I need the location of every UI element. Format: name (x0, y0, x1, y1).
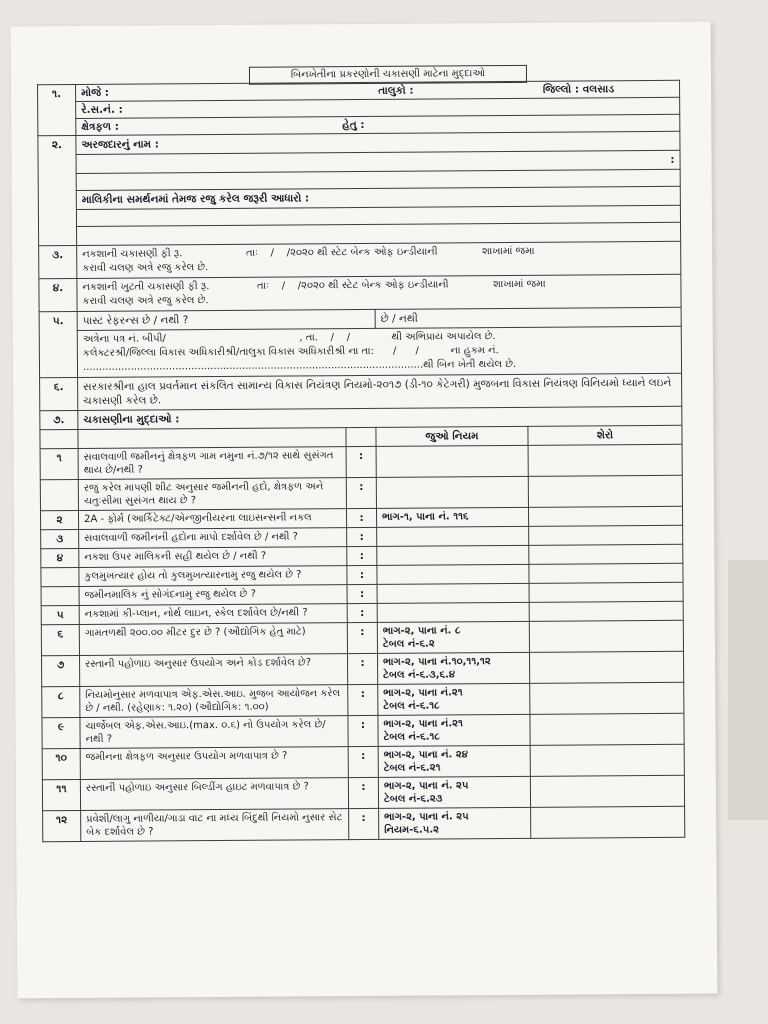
section4-line2: કરાવી ચલણ અત્રે રજુ કરેલ છે. (82, 295, 209, 307)
row-remark[interactable] (530, 775, 684, 807)
row-number: ૧૨ (43, 810, 81, 841)
section3-line1: નકશાની ચકાસણી ફી રૂ. તાઃ / /૨૦૨૦ થી સ્ટેટ બેન્ક ઓફ ઇન્ડીયાની શાખામાં જમા (82, 245, 535, 260)
jillo-label: જિલ્લો : વલસાડ (542, 83, 615, 96)
row-number: ૯ (42, 717, 80, 748)
section5-line2: અત્રેના પત્ર નં. બીપી/ , તા. / / થી અભિપ્રાય અપાયેલ છે. (82, 331, 496, 345)
hetu-label: હેતુ : (342, 118, 365, 132)
col-remark-header: શેરો (528, 425, 682, 445)
row-question: પ્રવેશી/લાગુ નાળીયા/ગાડા વાટ ના મધ્ય બિંદુથી નિયમો નુસાર સેટ બેક દર્શાવેલ છે ? (81, 809, 349, 842)
row-remark[interactable] (528, 444, 682, 476)
row-question: જમીનના ક્ષેત્રફળ અનુસાર ઉપયોગ મળવાપાત્ર છે ? (80, 747, 348, 780)
row-remark[interactable] (530, 713, 684, 745)
row-colon: : (347, 565, 377, 584)
past-ref-answer: છે / નથી (375, 307, 681, 328)
paper-sheet (11, 22, 718, 999)
section1-num: ૧. (38, 85, 76, 136)
past-ref-question: પાસ્ટ રેફરન્સ છે / નથી ? (77, 309, 375, 330)
row-colon: : (346, 477, 376, 508)
section4-num: ૪. (39, 278, 77, 311)
row-colon: : (347, 603, 377, 622)
row-question: રજુ કરેલ માપણી શીટ અનુસાર જમીનની હદો, ક્ષેત્રફળ અને ચતુઃસીમા સુસંગત થાય છે ? (78, 478, 346, 511)
row-remark[interactable] (529, 601, 683, 621)
row-colon: : (348, 715, 378, 746)
row-number (40, 479, 78, 510)
row-number: ૧ (40, 448, 78, 479)
row-question: ગામતળથી ૨૦૦.૦૦ મીટર દુર છે ? (ઔદ્યોગિક હેતુ માટે) (79, 623, 347, 656)
section2-num: ૨. (38, 136, 77, 246)
checklist-row (42, 651, 684, 686)
row-number: ૧૦ (42, 748, 80, 779)
row-remark[interactable] (528, 506, 682, 526)
section5-line4: ...........................................................................................................થી બિન ખેતી થયેલ છે. (82, 358, 517, 373)
section5-num: ૫. (39, 311, 77, 377)
row-number (41, 567, 79, 586)
checklist-row (42, 713, 684, 748)
checklist-row (42, 744, 684, 779)
row-question: 2A - ફોર્મ (આર્કિટેક્ટ/એન્જીનીયરના લાઇસન્સની નકલ (78, 509, 346, 530)
section5-line3: કલેક્ટરશ્રી/જિલ્લા વિકાસ અધિકારીશ્રી/તાલુકા વિકાસ અધિકારીશ્રી ના તા: / / ના હુકમ નં. (82, 345, 499, 359)
section3-line2: કરાવી ચલણ અત્રે રજુ કરેલ છે. (82, 262, 209, 274)
row-question: ચાર્જેબલ એફ.એસ.આઇ.(max. ૦.૬) નો ઉપયોગ કરેલ છે/નથી ? (80, 716, 348, 749)
form-table (37, 80, 685, 842)
checklist-row (40, 475, 682, 510)
row-number: ૬ (41, 624, 79, 655)
row-colon: : (349, 808, 379, 839)
form-sheet (37, 68, 679, 838)
row-question: સવાલવાળી જમીનનું ક્ષેત્રફળ ગામ નમુના નં.૭/૧૨ સાથે સુસંગત થાય છે/નથી ? (78, 447, 346, 480)
row-colon: : (348, 777, 378, 808)
section6-num: ૬. (40, 377, 78, 410)
row-colon: : (348, 746, 378, 777)
row-question: રસ્તાની પહોળાઇ અનુસાર ઉપયોગ અને કોડ દર્શાવેલ છે? (80, 654, 348, 687)
section3-num: ૩. (39, 245, 77, 278)
row-question: નિયમોનુસાર મળવાપાત્ર એફ.એસ.આઇ. મુજબ આયોજન કરેલ છે / નથી. (રહેણાક: ૧.૨૦) (ઔદ્યોગિક: ૧.૦૦) (80, 685, 348, 718)
row-rule-ref: ભાગ-૨, પાના નં.૨૧ ટેબલ નં-૬.૧૮ (378, 683, 530, 715)
checklist-rows (40, 444, 685, 841)
row-question: નકશામાં કી-પ્લાન, નોર્થ લાઇન, સ્કેલ દર્શાવેલ છે/નથી ? (79, 604, 347, 625)
row-colon: : (348, 684, 378, 715)
row-colon: : (346, 508, 376, 527)
row-rule-ref (376, 476, 528, 508)
row-rule-ref: ભાગ-૨, પાના નં. ૨૫ નિયમ-૬.૫.૨ (379, 807, 531, 839)
row-number: ૩ (41, 529, 79, 548)
row-number (41, 586, 79, 605)
section7-heading: ચકાસણીના મુદ્દાઓ : (78, 406, 682, 429)
section6-text: સરકારશ્રીના હાલ પ્રવર્તમાન સંકલિત સામાન્ય વિકાસ નિયંત્રણ નિયમો-૨૦૧૭ (ડી-૧૦ કેટેગરી) મુજબના વિકાસ નિયંત્રણ વિનિયમો ધ્યાને લઇને ચકાસણી કરેલ છે. (78, 373, 682, 410)
checklist-row (42, 775, 684, 810)
row-rule-ref (376, 445, 528, 477)
applicant-colon: : (670, 153, 675, 166)
checklist-row (42, 682, 684, 717)
row-remark[interactable] (530, 682, 684, 714)
checklist-row (40, 444, 682, 479)
row-colon: : (347, 546, 377, 565)
row-colon: : (346, 446, 376, 477)
row-rule-ref (377, 564, 529, 584)
taluko-label: તાલુકો : (378, 84, 414, 97)
row-remark[interactable] (529, 620, 683, 652)
row-rule-ref: ભાગ-૨, પાના નં. ૮ ટેબલ નં-૬.૨ (377, 621, 529, 653)
row-remark[interactable] (530, 744, 684, 776)
row-remark[interactable] (529, 563, 683, 583)
row-remark[interactable] (529, 582, 683, 602)
checklist-row (43, 806, 685, 841)
row-rule-ref: ભાગ-૨, પાના નં. ૨૪ ટેબલ નં-૬.૨૧ (378, 745, 530, 777)
row-colon: : (347, 527, 377, 546)
row-number: ૫ (41, 605, 79, 624)
rsn-label: રે.સ.નં. : (81, 103, 123, 116)
row-number: ૧૧ (42, 779, 80, 810)
row-remark[interactable] (528, 475, 682, 507)
row-rule-ref (377, 583, 529, 603)
section7-num: ૭. (40, 410, 78, 429)
row-question: કુલમુખત્યાર હોય તો કુલમુખત્યારનામુ રજુ થયેલ છે ? (79, 566, 347, 587)
row-number: ૮ (42, 686, 80, 717)
row-question: નકશા ઉપર માલિકની સહી થયેલ છે / નથી ? (79, 547, 347, 568)
row-number: ૨ (40, 510, 78, 529)
row-remark[interactable] (529, 544, 683, 564)
row-rule-ref: ભાગ-૨, પાના નં.૨૧ ટેબલ નં-૬.૧૮ (378, 714, 530, 746)
row-rule-ref: ભાગ-૧, પાના નં. ૧૧૬ (376, 507, 528, 527)
row-colon: : (348, 653, 378, 684)
row-remark[interactable] (531, 806, 685, 838)
row-question: રસ્તાની પહોળાઇ અનુસાર બિલ્ડીંગ હાઇટ મળવાપાત્ર છે ? (80, 778, 348, 811)
row-remark[interactable] (529, 651, 683, 683)
row-rule-ref (377, 602, 529, 622)
row-rule-ref: ભાગ-૨, પાના નં.૧૦,૧૧,૧૨ ટેબલ નં-૬.૩,૬.૪ (378, 652, 530, 684)
row-colon: : (347, 584, 377, 603)
row-rule-ref (377, 526, 529, 546)
moje-label: મોજે : (81, 86, 109, 99)
row-question: જમીનમાલિક નું સોગંદનામુ રજુ થયેલ છે ? (79, 585, 347, 606)
row-question: સવાલવાળી જમીનની હદોના માપો દર્શાવેલ છે / નથી ? (79, 528, 347, 549)
row-number: ૭ (42, 655, 80, 686)
row-rule-ref (377, 545, 529, 565)
row-number: ૪ (41, 548, 79, 567)
section4-line1: નકશાની ખુટતી ચકાસણી ફી રૂ. તાઃ / /૨૦૨૦ થી સ્ટેટ બેન્ક ઓફ ઇન્ડીયાની શાખામાં જમા (82, 278, 546, 293)
background-edge (728, 560, 768, 820)
form-title: બિનખેતીના પ્રકરણોની ચકાસણી માટેના મુદ્દાઓ (249, 65, 527, 85)
row-colon: : (347, 622, 377, 653)
shetrafal-label: ક્ષેત્રફળ : (81, 120, 119, 133)
checklist-row (41, 620, 683, 655)
col-rule-header: જુઓ નિયમ (376, 426, 528, 446)
docs-label: માલિકીના સમર્થનમાં તેમજ રજુ કરેલ જરૂરી આધારો : (81, 192, 310, 206)
row-remark[interactable] (529, 525, 683, 545)
applicant-label: અરજદારનું નામ : (81, 138, 159, 151)
row-rule-ref: ભાગ-૨, પાના નં. ૨૫ ટેબલ નં-૬.૨૩ (378, 776, 530, 808)
